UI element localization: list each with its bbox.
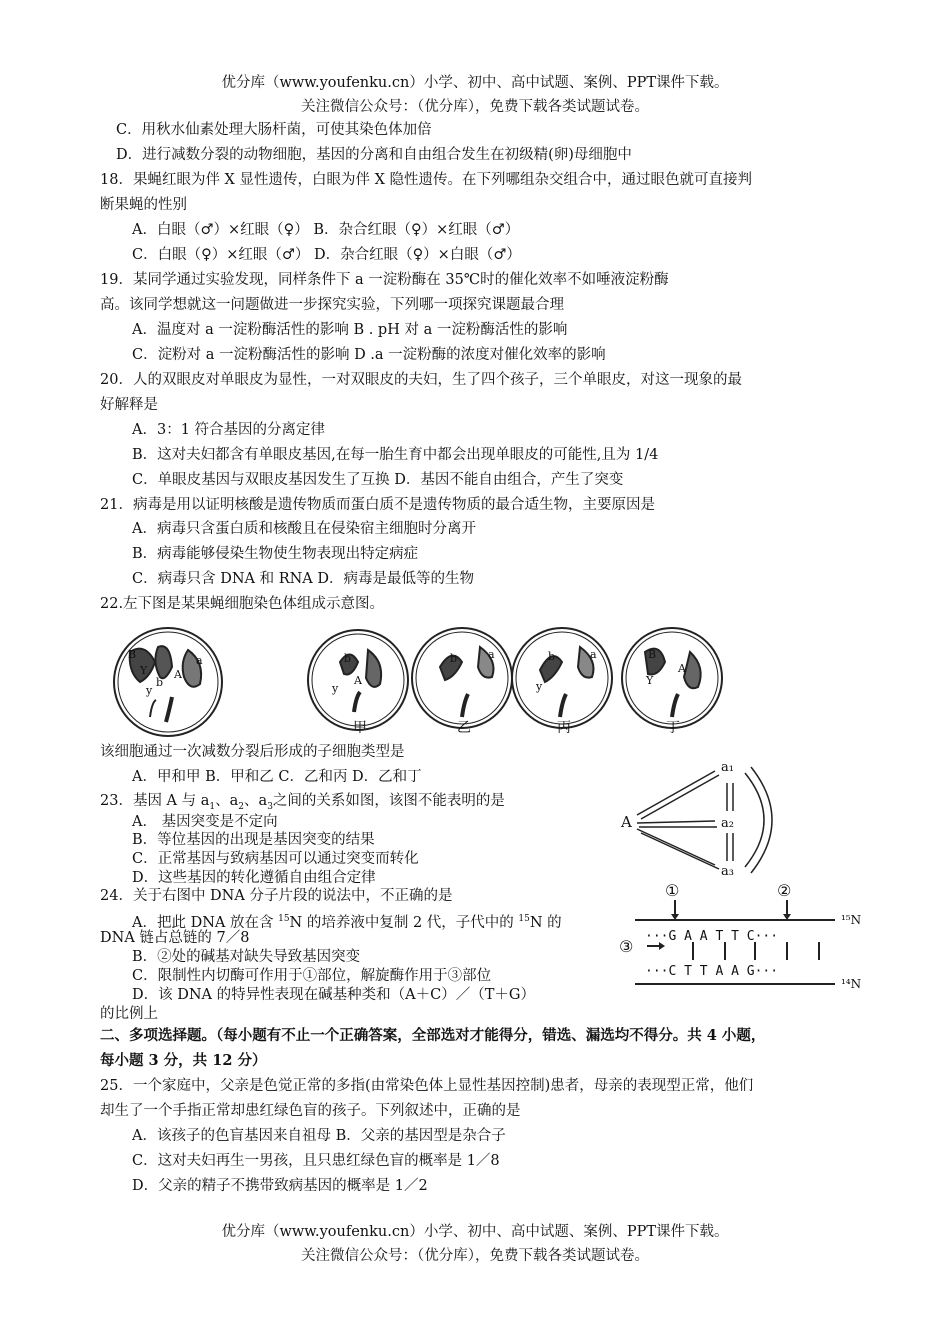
header-line-1: 优分库（www.youfenku.cn）小学、初中、高中试题、案例、PPT课件下载。: [221, 75, 729, 91]
cell-label-jia: 甲: [353, 720, 367, 736]
section2-title-2: 每小题 3 分，共 12 分）: [100, 1052, 267, 1069]
svg-text:y: y: [332, 682, 339, 695]
diagram-label-a3: a₃: [721, 864, 734, 879]
dna-mark-2: ②: [777, 881, 792, 900]
q19-stem-2: 高。该同学想就这一问题做进一步探究实验，下列哪一项探究课题最合理: [100, 297, 564, 313]
q18-options-1: A．白眼（♂）×红眼（♀） B．杂合红眼（♀）×红眼（♂）: [132, 222, 520, 238]
svg-text:Y: Y: [140, 664, 148, 677]
q23-option-d: D．这些基因的转化遵循自由组合定律: [132, 870, 376, 886]
q24-option-d: D．该 DNA 的特异性表现在碱基种类和（A＋C）／（T＋G）: [132, 987, 535, 1003]
q20-stem-1: 20．人的双眼皮对单眼皮为显性，一对双眼皮的夫妇，生了四个孩子，三个单眼皮，对这一现象的最: [100, 372, 742, 388]
cell-bing: [512, 628, 612, 728]
q17-option-c: C．用秋水仙素处理大肠杆菌，可使其染色体加倍: [116, 122, 432, 138]
svg-text:A: A: [174, 668, 182, 681]
q20-option-cd: C．单眼皮基因与双眼皮基因发生了互换 D．基因不能自由组合，产生了突变: [132, 472, 624, 488]
q19-options-2: C．淀粉对 a 一淀粉酶活性的影响 D .a 一淀粉酶的浓度对催化效率的影响: [132, 347, 606, 363]
q24-option-b: B．②处的碱基对缺失导致基因突变: [132, 949, 361, 965]
q23-stem: 23．基因 A 与 $a_1$、$a_2$、$a_3$之间的关系如图，该图不能表明的是: [100, 793, 505, 812]
cell-label-yi: 乙: [457, 720, 471, 736]
q25-option-ab: A．该孩子的色盲基因来自祖母 B．父亲的基因型是杂合子: [132, 1128, 506, 1144]
cell-jia: [308, 630, 408, 730]
svg-text:b: b: [548, 650, 556, 663]
q19-stem-1: 19．某同学通过实验发现，同样条件下 a 一淀粉酶在 35℃时的催化效率不如唾液淀粉酶: [100, 272, 669, 288]
dna-top-strand: ···G A A T T C···: [645, 929, 779, 944]
q18-stem-1: 18．果蝇红眼为伴 X 显性遗传，白眼为伴 X 隐性遗传。在下列哪组杂交组合中，通过眼色就可直接判: [100, 172, 753, 188]
q22-stem: 22.左下图是某果蝇细胞染色体组成示意图。: [100, 596, 385, 612]
svg-text:B: B: [648, 648, 657, 661]
footer-line-1: 优分库（www.youfenku.cn）小学、初中、高中试题、案例、PPT课件下载。: [221, 1224, 729, 1240]
q25-stem-2: 却生了一个手指正常却患红绿色盲的孩子。下列叙述中，正确的是: [100, 1103, 521, 1119]
svg-text:b: b: [344, 652, 352, 665]
diagram-label-a2: a₂: [721, 816, 734, 831]
svg-text:B: B: [128, 648, 137, 661]
header-line-2: 关注微信公众号：（优分库），免费下载各类试题试卷。: [301, 99, 649, 115]
q20-stem-2: 好解释是: [100, 397, 158, 413]
dna-mark-3: ③: [619, 937, 634, 956]
dna-mark-1: ①: [665, 881, 680, 900]
q20-option-a: A．3：1 符合基因的分离定律: [132, 422, 326, 438]
diagram-label-A: A: [621, 813, 632, 831]
q21-option-b: B．病毒能够侵染生物使生物表现出特定病症: [132, 546, 419, 562]
q21-option-cd: C．病毒只含 DNA 和 RNA D．病毒是最低等的生物: [132, 571, 475, 587]
cell-original: [114, 628, 222, 736]
q20-option-b: B．这对夫妇都含有单眼皮基因,在每一胎生育中都会出现单眼皮的可能性,且为 1/4: [132, 447, 659, 463]
svg-text:A: A: [678, 662, 686, 675]
q24-option-c: C．限制性内切酶可作用于①部位，解旋酶作用于③部位: [132, 968, 492, 984]
svg-text:b: b: [156, 676, 164, 689]
svg-text:b: b: [450, 652, 458, 665]
q24-option-d-line2: 的比例上: [100, 1006, 158, 1022]
q19-options-1: A．温度对 a 一淀粉酶活性的影响 B . pH 对 a 一淀粉酶活性的影响: [132, 322, 568, 338]
q21-option-a: A．病毒只含蛋白质和核酸且在侵染宿主细胞时分离开: [132, 521, 476, 537]
cell-label-ding: 丁: [666, 720, 680, 736]
q18-stem-2: 断果蝇的性别: [100, 197, 187, 213]
q22-substem: 该细胞通过一次减数分裂后形成的子细胞类型是: [100, 744, 405, 760]
q21-stem: 21．病毒是用以证明核酸是遗传物质而蛋白质不是遗传物质的最合适生物，主要原因是: [100, 497, 655, 513]
q25-option-c: C．这对夫妇再生一男孩，且只患红绿色盲的概率是 1／8: [132, 1153, 500, 1169]
q25-option-d: D．父亲的精子不携带致病基因的概率是 1／2: [132, 1178, 428, 1194]
q17-option-d: D．进行减数分裂的动物细胞，基因的分离和自由组合发生在初级精(卵)母细胞中: [116, 147, 632, 163]
svg-text:A: A: [354, 674, 362, 687]
cell-ding: [622, 628, 722, 728]
dna-label-n14: ¹⁴N: [841, 977, 862, 991]
dna-bottom-strand: ···C T T A A G···: [645, 964, 779, 979]
cell-yi: [412, 628, 512, 728]
q22-options: A．甲和甲 B．甲和乙 C．乙和丙 D．乙和丁: [132, 769, 422, 785]
dna-fragment-diagram: [615, 880, 875, 995]
q24-stem: 24．关于右图中 DNA 分子片段的说法中，不正确的是: [100, 888, 453, 904]
q25-stem-1: 25．一个家庭中，父亲是色觉正常的多指(由常染色体上显性基因控制)患者，母亲的表现型正常，他们: [100, 1078, 754, 1094]
cell-label-bing: 丙: [557, 720, 571, 736]
q24-option-a-line2: DNA 链占总链的 7／8: [100, 930, 250, 946]
footer-line-2: 关注微信公众号：（优分库），免费下载各类试题试卷。: [301, 1248, 649, 1264]
q18-options-2: C．白眼（♀）×红眼（♂） D．杂合红眼（♀）×白眼（♂）: [132, 247, 521, 263]
svg-text:y: y: [536, 680, 543, 693]
diagram-label-a1: a₁: [721, 760, 734, 775]
q23-option-b: B．等位基因的出现是基因突变的结果: [132, 832, 375, 848]
svg-text:a: a: [488, 648, 495, 661]
gene-mutation-diagram: [615, 755, 790, 880]
q23-option-c: C．正常基因与致病基因可以通过突变而转化: [132, 851, 419, 867]
chromosome-figure: [100, 622, 860, 742]
svg-text:a: a: [196, 654, 203, 667]
svg-text:Y: Y: [646, 674, 654, 687]
section2-title-1: 二、多项选择题。（每小题有不止一个正确答案，全部选对才能得分，错选、漏选均不得分。共 4 小题，: [100, 1027, 766, 1044]
svg-text:a: a: [590, 648, 597, 661]
svg-text:y: y: [146, 684, 153, 697]
q24-option-a-line1: A．把此 DNA 放在含 $^{15}$N 的培养液中复制 2 代，子代中的 $^{15}$N 的: [132, 914, 562, 931]
q23-option-a: A． 基因突变是不定向: [132, 814, 278, 830]
dna-label-n15: ¹⁵N: [841, 913, 862, 927]
